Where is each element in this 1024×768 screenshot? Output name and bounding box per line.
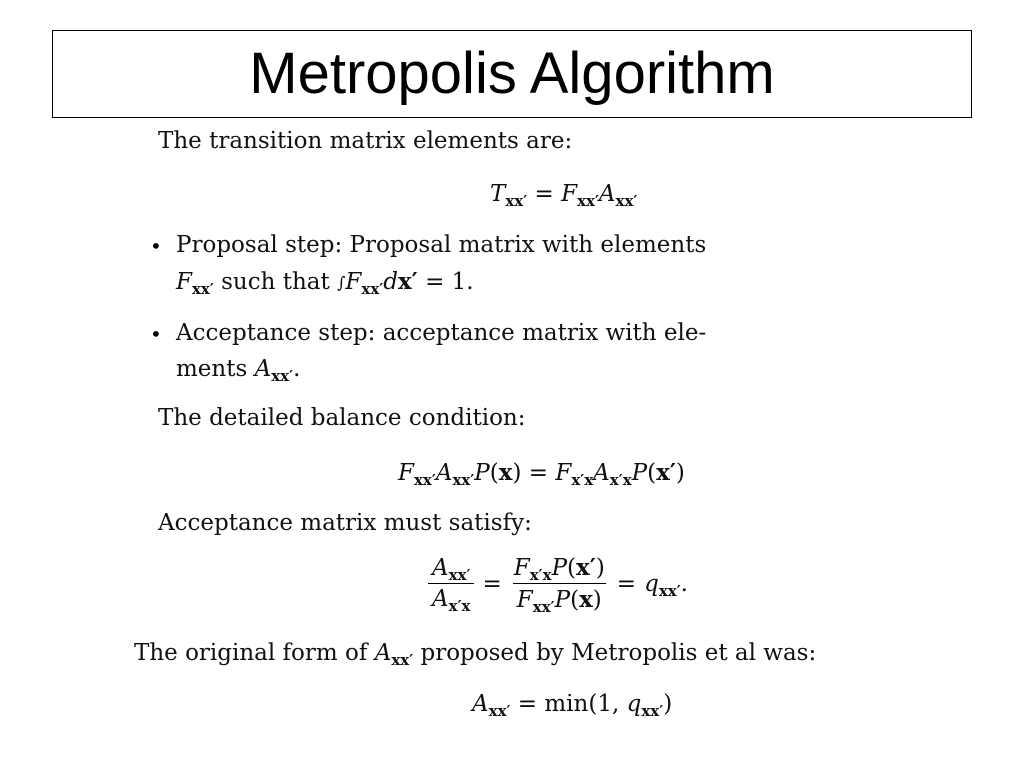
balance-text: The detailed balance condition: xyxy=(158,405,526,431)
metropolis-min-equation: $A_{xx'} = \min(1$, $q_{xx'}$) xyxy=(472,691,673,720)
satisfy-text: Acceptance matrix must satisfy: xyxy=(158,510,532,536)
bullet-icon: • xyxy=(150,234,162,258)
slide-title: Metropolis Algorithm xyxy=(249,41,775,106)
intro-text: The transition matrix elements are: xyxy=(158,128,573,154)
proposal-line-1: Proposal step: Proposal matrix with elements xyxy=(176,232,707,258)
detailed-balance-equation: $F_{xx'}A_{xx'}P(x) = F_{x'x}A_{x'x}P(x')$ xyxy=(398,459,685,489)
acceptance-line-1: Acceptance step: acceptance matrix with ele- xyxy=(176,320,707,346)
acceptance-ratio-equation: $\frac{A_{xx'}}{A_{x'x}}$ = $\frac{F_{x'x}P(x')}{F_{xx'}P(x)}$ = $q_{xx'}$. xyxy=(428,554,688,613)
title-box xyxy=(52,30,972,118)
transition-equation: $T_{xx'} = F_{xx'}A_{xx'}$ xyxy=(490,181,638,210)
acceptance-line-2: ments $A_{xx'}$. xyxy=(176,356,301,385)
bullet-icon: • xyxy=(150,322,162,346)
ratio-fraction-right: $\frac{F_{x'x}P(x')}{F_{xx'}P(x)}$ xyxy=(513,554,605,616)
ratio-fraction-left: $\frac{A_{xx'}}{A_{x'x}}$ xyxy=(428,555,474,612)
original-form-text: The original form of $A_{xx'}$ proposed by Metropolis et al was: xyxy=(134,640,817,669)
proposal-line-2: $F_{xx'}$ such that $\int F_{xx'}dx' = 1$. xyxy=(176,268,474,298)
